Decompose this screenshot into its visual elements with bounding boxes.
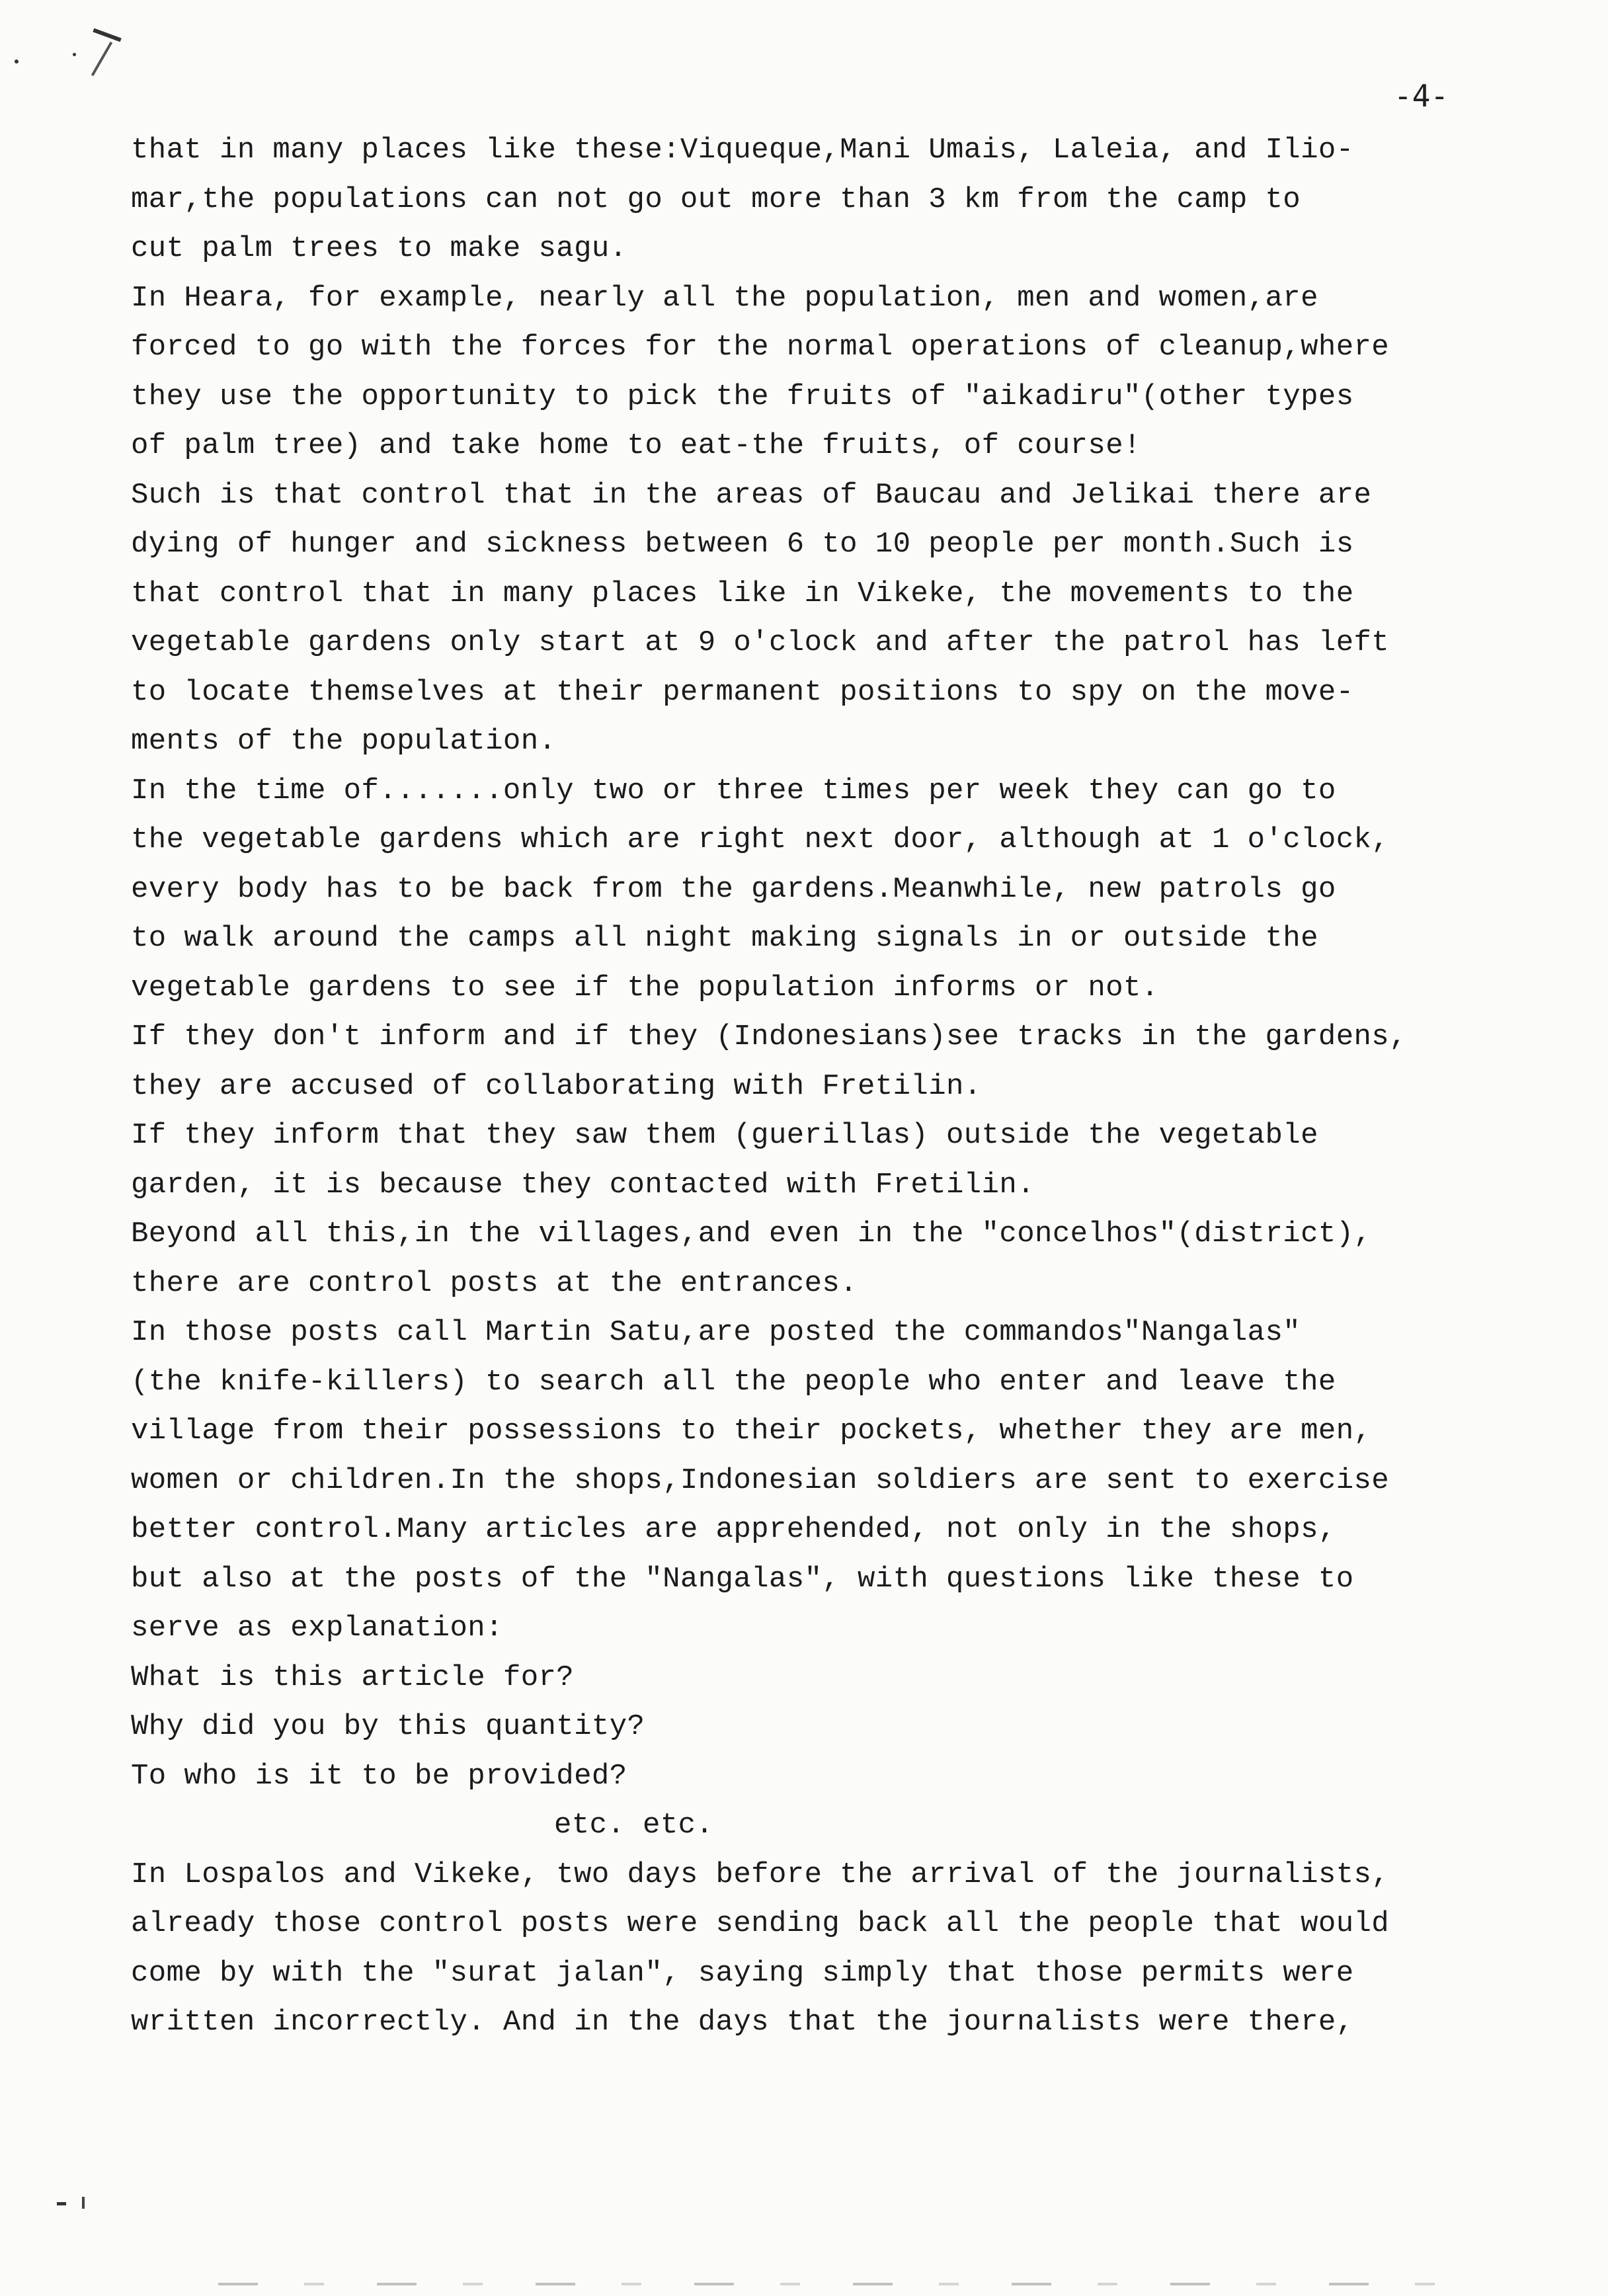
text-line: better control.Many articles are apprehended, not only in the shops, [131, 1513, 1336, 1546]
text-line: of palm tree) and take home to eat-the fruits, of course! [131, 429, 1141, 462]
text-line: but also at the posts of the "Nangalas", with questions like these to [131, 1562, 1354, 1596]
text-line: vegetable gardens to see if the population informs or not. [131, 971, 1159, 1004]
text-line: dying of hunger and sickness between 6 to 10 people per month.Such is [131, 528, 1354, 561]
scan-edge-artifact [218, 2283, 1474, 2285]
text-line: What is this article for? [131, 1660, 575, 1694]
text-line: etc. etc. [554, 1809, 714, 1842]
text-line: Such is that control that in the areas of Baucau and Jelikai there are [131, 478, 1372, 512]
margin-arrow-mark [93, 28, 121, 42]
text-line: In the time of.......only two or three times per week they can go to [131, 774, 1336, 807]
margin-tick-mark [91, 42, 112, 76]
text-line: garden, it is because they contacted with Fretilin. [131, 1168, 1035, 1202]
text-line: to locate themselves at their permanent positions to spy on the move- [131, 675, 1354, 709]
text-line: In those posts call Martin Satu,are posted the commandos"Nangalas" [131, 1316, 1301, 1349]
text-line: women or children.In the shops,Indonesian soldiers are sent to exercise [131, 1463, 1390, 1497]
text-line: Beyond all this,in the villages,and even in the "concelhos"(district), [131, 1217, 1372, 1250]
margin-dot-mark [15, 60, 19, 63]
text-line: they use the opportunity to pick the fruits of "aikadiru"(other types [131, 380, 1354, 413]
text-line: they are accused of collaborating with Fretilin. [131, 1069, 982, 1103]
text-line: Why did you by this quantity? [131, 1710, 645, 1743]
text-line: vegetable gardens only start at 9 o'clock and after the patrol has left [131, 626, 1390, 659]
text-line: In Heara, for example, nearly all the population, men and women,are [131, 281, 1318, 315]
text-line: written incorrectly. And in the days that the journalists were there, [131, 2006, 1354, 2039]
typewritten-text-body [131, 126, 1572, 2047]
text-line: every body has to be back from the gardens.Meanwhile, new patrols go [131, 872, 1336, 906]
text-line: If they don't inform and if they (Indonesians)see tracks in the gardens, [131, 1020, 1407, 1053]
margin-dot-mark [73, 53, 76, 56]
margin-tick-mark [82, 2197, 85, 2209]
text-line: To who is it to be provided? [131, 1759, 627, 1793]
text-line: that in many places like these:Viqueque,Mani Umais, Laleia, and Ilio- [131, 134, 1354, 167]
text-line: village from their possessions to their pockets, whether they are men, [131, 1414, 1372, 1448]
text-line: to walk around the camps all night making signals in or outside the [131, 922, 1318, 955]
text-line: come by with the "surat jalan", saying simply that those permits were [131, 1956, 1354, 1990]
text-line: already those control posts were sending back all the people that would [131, 1907, 1390, 1940]
text-line: the vegetable gardens which are right next door, although at 1 o'clock, [131, 823, 1390, 856]
text-line: (the knife-killers) to search all the people who enter and leave the [131, 1365, 1336, 1399]
text-line: there are control posts at the entrances. [131, 1266, 858, 1300]
text-line: cut palm trees to make sagu. [131, 232, 627, 265]
text-line: If they inform that they saw them (guerillas) outside the vegetable [131, 1119, 1318, 1152]
text-line: that control that in many places like in Vikeke, the movements to the [131, 577, 1354, 610]
page-number: -4- [1394, 78, 1449, 114]
text-line: serve as explanation: [131, 1612, 503, 1645]
margin-dash-mark [57, 2202, 66, 2205]
text-line: forced to go with the forces for the normal operations of cleanup,where [131, 331, 1390, 364]
text-line: mar,the populations can not go out more than 3 km from the camp to [131, 183, 1301, 216]
text-line: ments of the population. [131, 725, 557, 758]
text-line: In Lospalos and Vikeke, two days before the arrival of the journalists, [131, 1858, 1390, 1891]
